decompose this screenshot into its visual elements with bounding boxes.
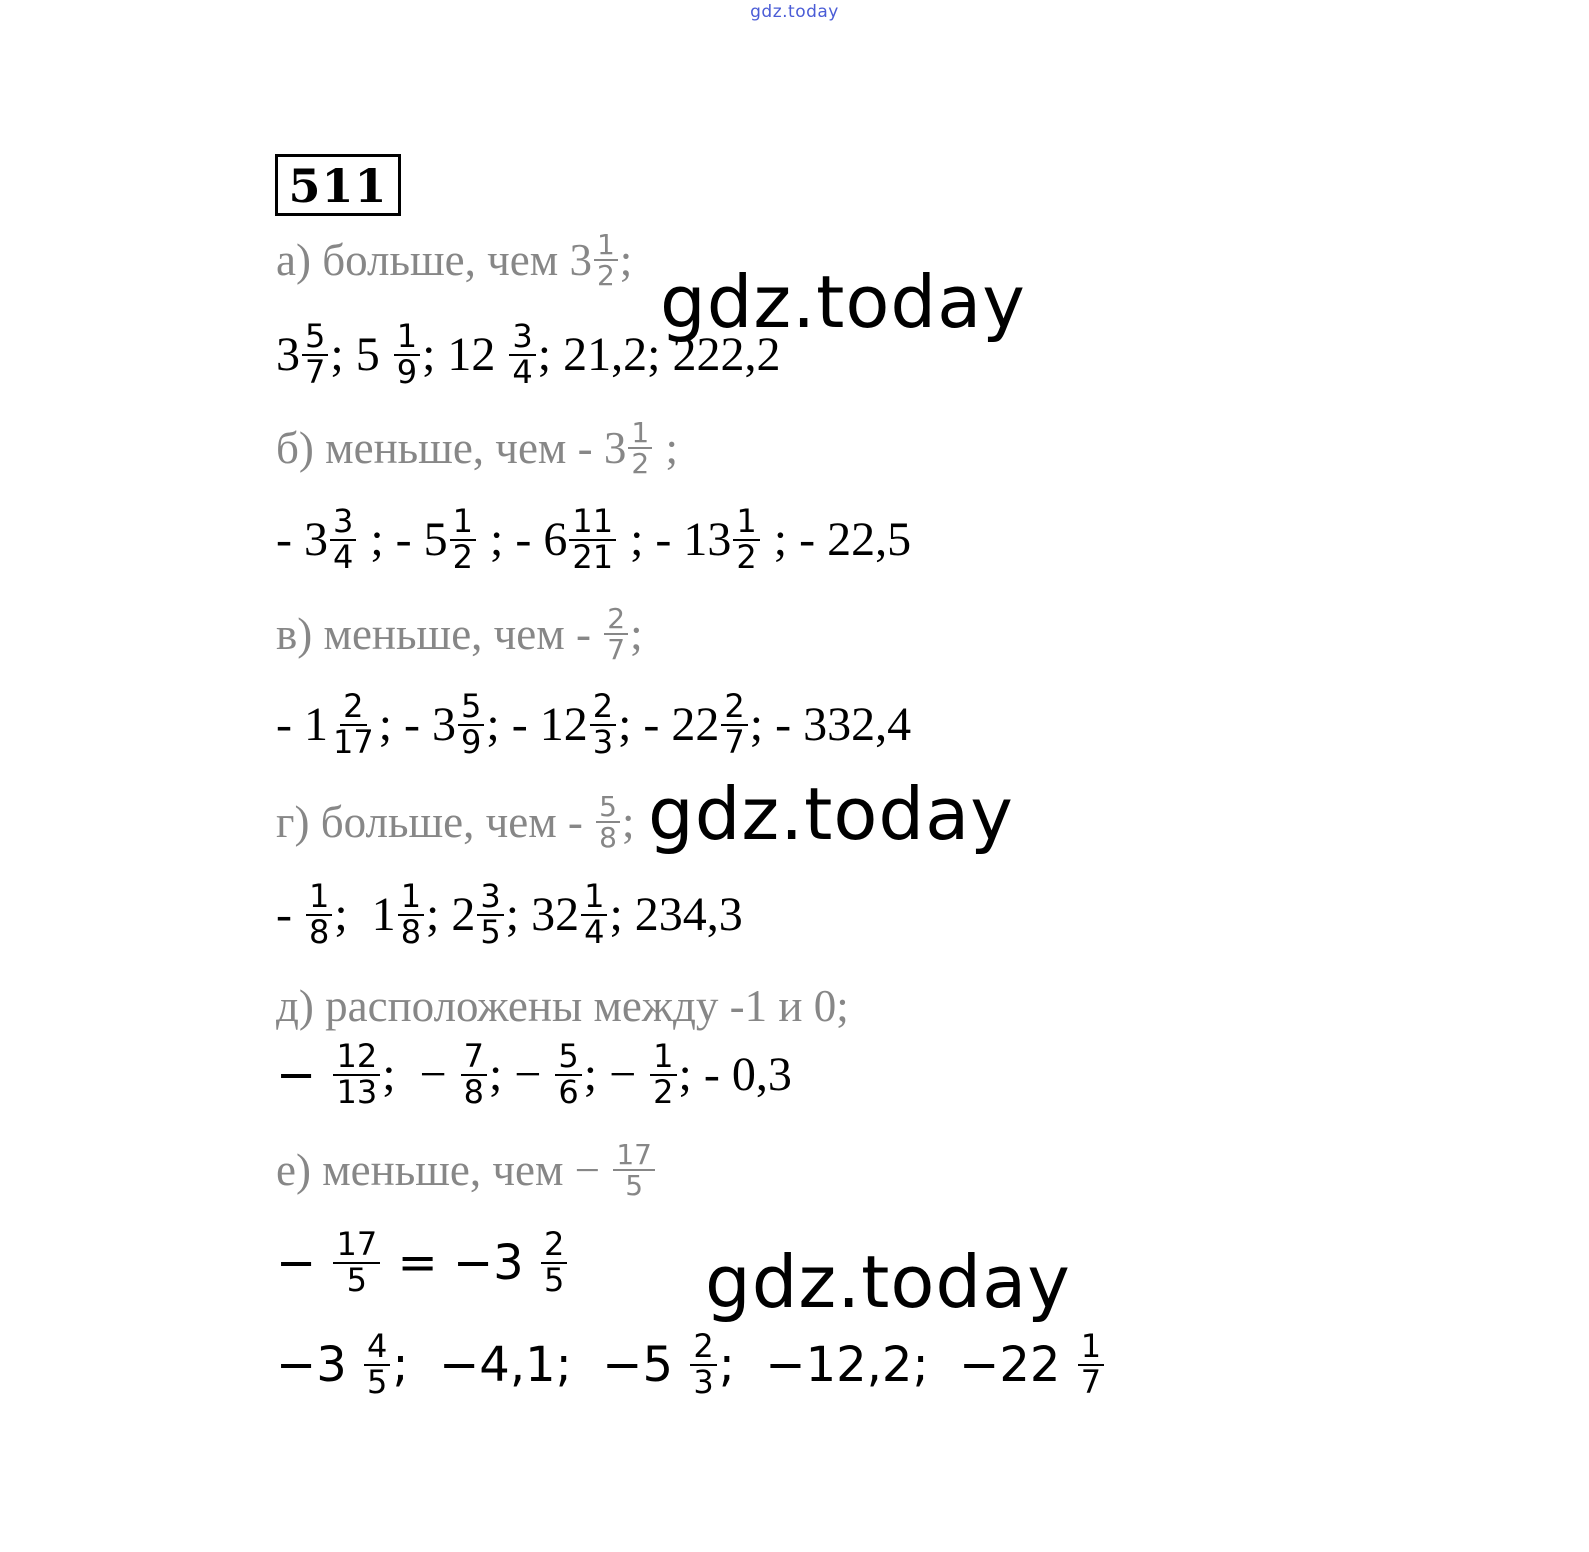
answer-e-fraction-3: $\frac{1}{7}$	[1078, 1330, 1104, 1399]
condition-e: е) меньше, чем − $\frac{17}{5}$	[276, 1140, 657, 1201]
answer-v-fraction-3: $\frac{2}{3}$	[590, 690, 616, 759]
answer-a-fraction-2: $\frac{1}{9}$	[394, 320, 420, 389]
answer-a: 3 $\frac{5}{7}$ ; 5 $\frac{1}{9}$ ; 12 $\frac{3}{4}$ ; 21,2; 222,2	[276, 317, 781, 391]
answer-g-fraction-4: $\frac{1}{4}$	[581, 880, 607, 949]
answer-e: −3 $\frac{4}{5}$ ; −4,1; −5 $\frac{2}{3}$ ; −12,2; −22 $\frac{1}{7}$	[276, 1330, 1106, 1399]
answer-a-fraction-1: $\frac{5}{7}$	[302, 320, 328, 389]
condition-g: г) больше, чем - $\frac{5}{8}$ ;	[276, 790, 635, 855]
condition-a-text: а) больше, чем 3	[276, 235, 592, 286]
answer-g-fraction-2: $\frac{1}{8}$	[398, 880, 424, 949]
answer-g-fraction-1: $\frac{1}{8}$	[306, 880, 332, 949]
equation-e-fraction-2: $\frac{2}{5}$	[541, 1228, 567, 1297]
answer-a-fraction-3: $\frac{3}{4}$	[509, 320, 535, 389]
problem-number: 511	[275, 154, 401, 216]
condition-v: в) меньше, чем - $\frac{2}{7}$ ;	[276, 602, 643, 667]
condition-d: д) расположены между -1 и 0;	[276, 981, 849, 1031]
answer-v-fraction-4: $\frac{2}{7}$	[721, 690, 747, 759]
answer-v-fraction-2: $\frac{5}{9}$	[458, 690, 484, 759]
answer-b-fraction-3: $\frac{11}{21}$	[569, 505, 616, 574]
watermark-1: gdz.today	[660, 260, 1026, 344]
condition-a-fraction: $\frac{1}{2}$	[594, 230, 618, 291]
answer-e-fraction-1: $\frac{4}{5}$	[364, 1330, 390, 1399]
answer-d-fraction-4: $\frac{1}{2}$	[650, 1040, 676, 1109]
answer-b: - 3 $\frac{3}{4}$ ; - 5 $\frac{1}{2}$ ; - 6 $\frac{11}{21}$ ; - 13 $\frac{1}{2}$ ; - 22,5	[276, 502, 912, 576]
answer-b-fraction-2: $\frac{1}{2}$	[450, 505, 476, 574]
equation-e-fraction-1: $\frac{17}{5}$	[333, 1228, 380, 1297]
condition-e-fraction: $\frac{17}{5}$	[613, 1140, 655, 1201]
answer-v-fraction-1: $\frac{2}{17}$	[332, 687, 374, 761]
equation-e: − $\frac{17}{5}$ = −3 $\frac{2}{5}$	[276, 1228, 569, 1297]
answer-b-fraction-4: $\frac{1}{2}$	[733, 505, 759, 574]
answer-v: - 1 $\frac{2}{17}$ ; - 3 $\frac{5}{9}$ ; - 12 $\frac{2}{3}$ ; - 22 $\frac{2}{7}$ ; - 332,4	[276, 687, 912, 761]
answer-g: - $\frac{1}{8}$ ; 1 $\frac{1}{8}$ ; 2 $\frac{3}{5}$ ; 32 $\frac{1}{4}$ ; 234,3	[276, 877, 743, 951]
condition-b: б) меньше, чем - 3 $\frac{1}{2}$ ;	[276, 416, 678, 481]
top-watermark: gdz.today	[750, 2, 839, 22]
condition-g-fraction: $\frac{5}{8}$	[596, 792, 620, 853]
answer-b-fraction-1: $\frac{3}{4}$	[330, 505, 356, 574]
condition-a-end: ;	[619, 235, 633, 286]
condition-v-fraction: $\frac{2}{7}$	[604, 604, 628, 665]
watermark-2: gdz.today	[648, 772, 1014, 856]
answer-d-fraction-1: $\frac{12}{13}$	[333, 1040, 380, 1109]
condition-b-fraction: $\frac{1}{2}$	[628, 418, 652, 479]
answer-d-fraction-3: $\frac{5}{6}$	[555, 1040, 581, 1109]
answer-d-fraction-2: $\frac{7}{8}$	[461, 1040, 487, 1109]
answer-g-fraction-3: $\frac{3}{5}$	[477, 880, 503, 949]
answer-e-fraction-2: $\frac{2}{3}$	[690, 1330, 716, 1399]
condition-a	[276, 230, 632, 291]
watermark-3: gdz.today	[705, 1240, 1071, 1324]
answer-d: − $\frac{12}{13}$ ; − $\frac{7}{8}$ ; − $\frac{5}{6}$ ; − $\frac{1}{2}$ ; - 0,3	[276, 1037, 792, 1111]
